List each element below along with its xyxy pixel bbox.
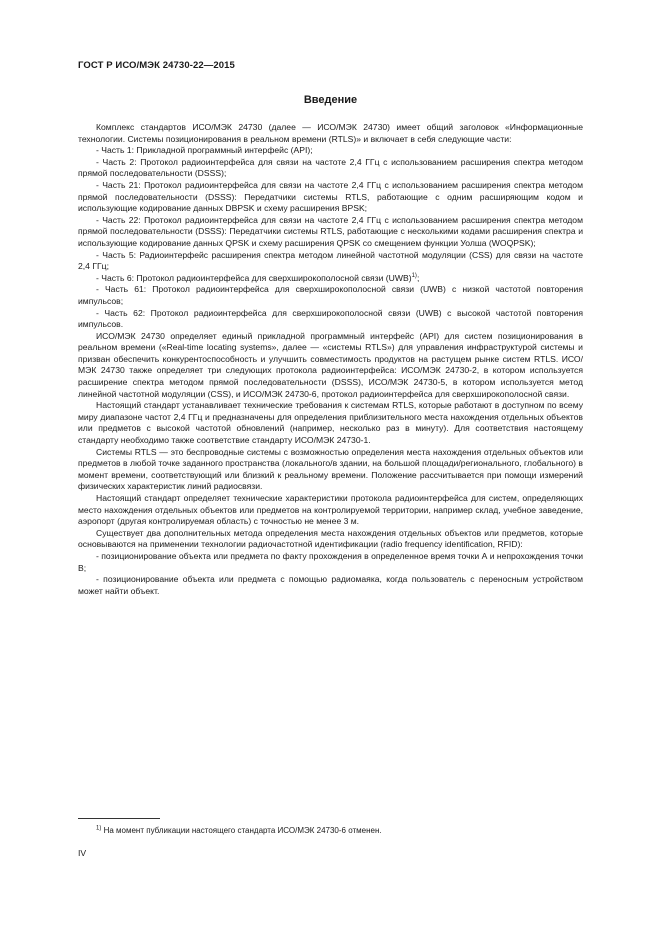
list-item: - Часть 1: Прикладной программный интерфейс (API); [96, 145, 313, 156]
page-number: IV [78, 848, 87, 858]
document-code-header: ГОСТ Р ИСО/МЭК 24730-22—2015 [78, 60, 235, 71]
paragraph: Настоящий стандарт устанавливает технические требования к системам RTLS, которые работают в доступном по всему миру диапазоне частот 2,4 ГГц и предназначены для определения приблизительного места нахождения отдельных объектов или предметов с высокой частотой обновлений (например, несколько раз в минуту). Для соответствия настоящему стандарту необходимо также соответствие стандарту ИСО/МЭК 24730-1. [78, 400, 583, 446]
list-item: - Часть 22: Протокол радиоинтерфейса для связи на частоте 2,4 ГГц с использованием расширения спектра методом прямой последовательности (DSSS): Передатчики системы RTLS, работающие с несколькими кодами расширения спектра и использующие кодирование данных QPSK и схему расширения QPSK со смещением функции Уолша (WOQPSK); [78, 214, 583, 248]
paragraph: Системы RTLS — это беспроводные системы с возможностью определения места нахождения отдельных объектов или предметов в любой точке заданного пространства (локального/в здании, на большой площади/регионального, глобального) в момент времени, соответствующий или близкий к реальному времени. Положение рассчитывается при помощи измерений физических характеристик линий радиосвязи. [78, 446, 583, 492]
list-item: - позиционирование объекта или предмета с помощью радиомаяка, когда пользователь с переносным устройством может найти объект. [78, 574, 583, 596]
list-item: - Часть 5: Радиоинтерфейс расширения спектра методом линейной частотной модуляции (CSS) для связи на частоте 2,4 ГГц; [78, 249, 583, 272]
footnote-divider [78, 818, 160, 819]
footnote [78, 826, 583, 836]
list-item: - Часть 21: Протокол радиоинтерфейса для связи на частоте 2,4 ГГц с использованием расширения спектра методом прямой последовательности (DSSS): Передатчики системы RTLS, работающие с одним расширяющим кодом и использующие кодирование данных DBPSK и схему расширения BPSK; [78, 179, 583, 214]
paragraph: Комплекс стандартов ИСО/МЭК 24730 (далее — ИСО/МЭК 24730) имеет общий заголовок «Информационные технологии. Системы позиционирования в реальном времени (RTLS)» и включает в себя следующие части: [78, 122, 583, 144]
footnote-text: На момент публикации настоящего стандарта ИСО/МЭК 24730-6 отменен. [103, 826, 382, 835]
list-item: - Часть 61: Протокол радиоинтерфейса для сверхширокополосной связи (UWB) с низкой частотой повторения импульсов; [78, 284, 583, 306]
list-item: - позиционирование объекта или предмета по факту прохождения в определенное время точки А и непрохождения точки В; [78, 550, 584, 573]
list-item-suffix: ; [416, 272, 420, 283]
list-item-text: - Часть 6: Протокол радиоинтерфейса для сверхширокополосной связи (UWB) [96, 272, 412, 283]
section-title: Введение [303, 94, 358, 106]
paragraph: Настоящий стандарт определяет технические характеристики протокола радиоинтерфейса для систем, определяющих место нахождения отдельных объектов или предметов на контролируемой территории, например склад, учебное заведение, аэропорт (другая контролируемая область) с точностью не менее 3 м. [78, 493, 583, 527]
list-item: - Часть 2: Протокол радиоинтерфейса для связи на частоте 2,4 ГГц с использованием расширения спектра методом прямой последовательности (DSSS); [78, 156, 583, 179]
list-item [78, 273, 583, 285]
footnote-marker: 1) [96, 825, 102, 832]
paragraph: Существует два дополнительных метода определения места нахождения отдельных объектов или предметов, которые основываются на применении технологии радиочастотной идентификации (radio frequency identification, RFID): [78, 527, 583, 550]
list-item: - Часть 62: Протокол радиоинтерфейса для сверхширокополосной связи (UWB) с высокой частотой повторения импульсов. [78, 307, 583, 330]
footnote-reference: 1) [411, 272, 417, 279]
paragraph: ИСО/МЭК 24730 определяет единый прикладной программный интерфейс (API) для систем позиционирования в реальном времени («Real-time locating systems», далее — «системы RTLS») для управления инфраструктурой системы и призван обеспечить конкурентоспособность и улучшить совместимость продуктов на растущем рынке систем RTLS. ИСО/МЭК 24730 также определяет три следующих протокола радиоинтерфейса: ИСО/МЭК 24730-2, в котором используется расширение спектра методом прямой последовательности (DSSS), ИСО/МЭК 24730-5, в котором используется метод линейной частотной модуляции (CSS), и ИСО/МЭК 24730-6, протокол радиоинтерфейса для сверхширокополосной связи. [78, 330, 583, 399]
body-text [78, 122, 583, 597]
